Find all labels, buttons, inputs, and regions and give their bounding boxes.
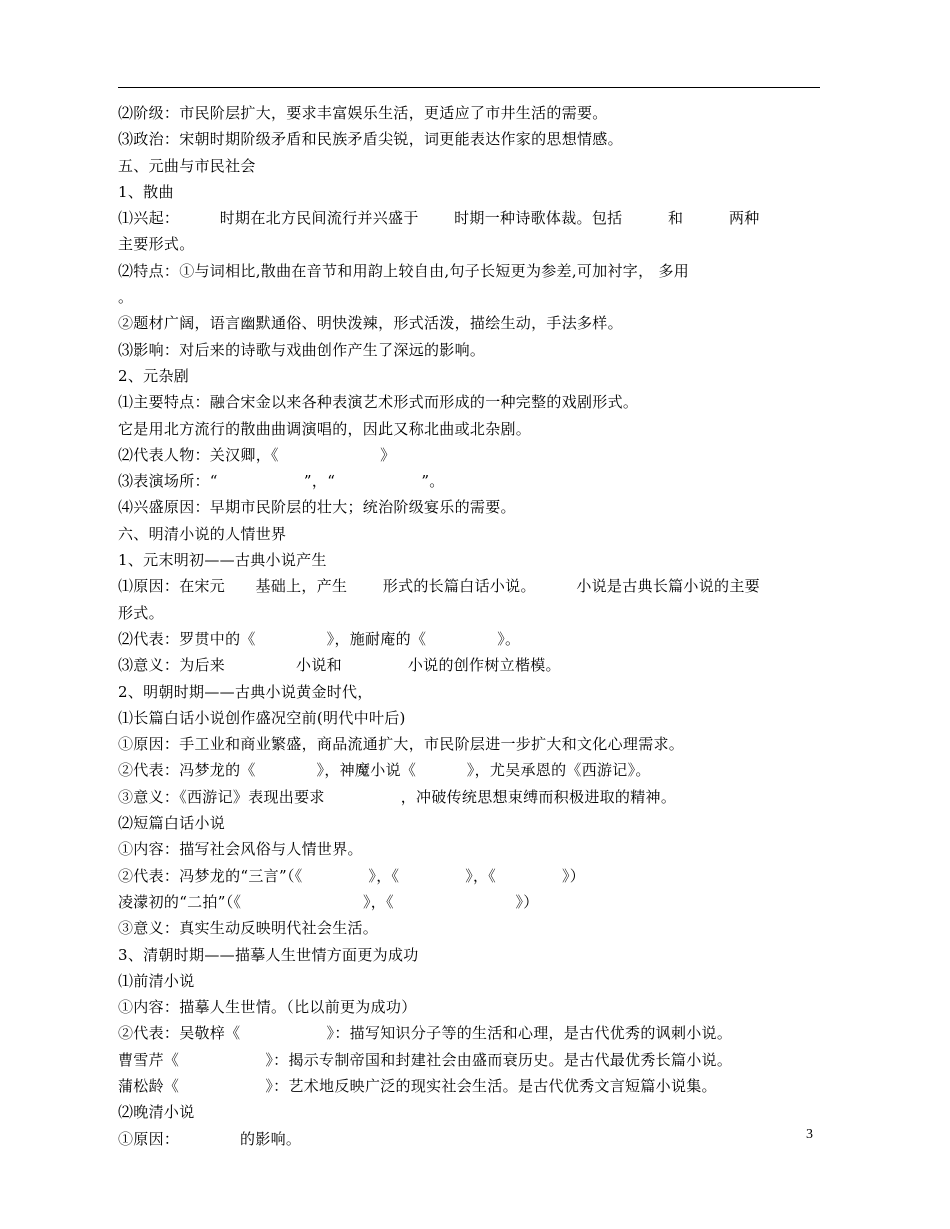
text-line: ⑶意义：为后来 小说和 小说的创作树立楷模。 xyxy=(118,656,561,675)
document-body xyxy=(118,100,822,1152)
text-line: 凌濛初的“二拍”（《 》，《 》） xyxy=(118,892,539,911)
text-line: 2、元杂剧 xyxy=(118,366,190,385)
text-line: 蒲松龄《 》：艺术地反映广泛的现实社会生活。是古代优秀文言短篇小说集。 xyxy=(118,1076,717,1095)
text-line: 主要形式。 xyxy=(118,235,195,254)
text-line: ⑵代表：罗贯中的《 》，施耐庵的《 》。 xyxy=(118,629,521,648)
text-line: 五、元曲与市民社会 xyxy=(118,156,256,175)
text-line: ⑷兴盛原因：早期市民阶层的壮大；统治阶级宴乐的需要。 xyxy=(118,498,516,517)
page-number: 3 xyxy=(806,1127,813,1142)
text-line: ①原因： 的影响。 xyxy=(118,1129,302,1148)
text-line: ②题材广阔，语言幽默通俗、明快泼辣，形式活泼，描绘生动，手法多样。 xyxy=(118,314,623,333)
text-line: ⑶影响：对后来的诗歌与戏曲创作产生了深远的影响。 xyxy=(118,340,486,359)
text-line: ⑵代表人物：关汉卿，《 》 xyxy=(118,445,396,464)
text-line: ③意义：真实生动反映明代社会生活。 xyxy=(118,919,379,938)
text-line: ⑴兴起： 时期在北方民间流行并兴盛于 时期一种诗歌体裁。包括 和 两种 xyxy=(118,209,760,228)
text-line: ⑶表演场所：“ ”，“ ”。 xyxy=(118,472,445,491)
text-line: ⑴主要特点：融合宋金以来各种表演艺术形式而形成的一种完整的戏剧形式。 xyxy=(118,393,639,412)
text-line: ①原因：手工业和商业繁盛，商品流通扩大，市民阶层进一步扩大和文化心理需求。 xyxy=(118,735,685,754)
text-line: ⑵短篇白话小说 xyxy=(118,814,226,833)
text-line: ③意义：《西游记》表现出要求 ，冲破传统思想束缚而积极进取的精神。 xyxy=(118,787,677,806)
text-line: ⑴长篇白话小说创作盛况空前(明代中叶后) xyxy=(118,708,406,727)
text-line: ⑵阶级：市民阶层扩大，要求丰富娱乐生活，更适应了市井生活的需要。 xyxy=(118,104,608,122)
text-line: ②代表：冯梦龙的“三言”（《 》，《 》，《 》） xyxy=(118,866,586,885)
text-line: 它是用北方流行的散曲曲调演唱的，因此又称北曲或北杂剧。 xyxy=(118,419,532,438)
text-line: ⑴前清小说 xyxy=(118,971,195,990)
text-line: 曹雪芹《 》：揭示专制帝国和封建社会由盛而衰历史。是古代最优秀长篇小说。 xyxy=(118,1050,733,1069)
text-line: ①内容：描写社会风俗与人情世界。 xyxy=(118,840,363,859)
text-line: 形式。 xyxy=(118,603,164,622)
text-line: ⑵特点：①与词相比,散曲在音节和用韵上较自由,句子长短更为参差,可加衬字， 多用 xyxy=(118,261,690,280)
text-line: 1、散曲 xyxy=(118,182,174,201)
header-rule xyxy=(118,87,820,88)
text-line: ⑴原因：在宋元 基础上，产生 形式的长篇白话小说。 小说是古典长篇小说的主要 xyxy=(118,577,760,596)
text-line: ⑶政治：宋朝时期阶级矛盾和民族矛盾尖锐，词更能表达作家的思想情感。 xyxy=(118,130,623,149)
text-line: ②代表：冯梦龙的《 》，神魔小说《 》，尤吴承恩的《西游记》。 xyxy=(118,761,651,780)
text-line: 3、清朝时期——描摹人生世情方面更为成功 xyxy=(118,945,419,964)
text-line: 2、明朝时期——古典小说黄金时代， xyxy=(118,682,373,701)
text-line: 六、明清小说的人情世界 xyxy=(118,524,287,543)
text-line: ⑵晚清小说 xyxy=(118,1103,195,1122)
text-line: ②代表：吴敬梓《 》：描写知识分子等的生活和心理，是古代优秀的讽刺小说。 xyxy=(118,1024,733,1043)
text-line: 。 xyxy=(118,288,134,307)
text-line: 1、元末明初——古典小说产生 xyxy=(118,551,327,570)
text-line: ①内容：描摹人生世情。（比以前更为成功） xyxy=(118,998,417,1017)
